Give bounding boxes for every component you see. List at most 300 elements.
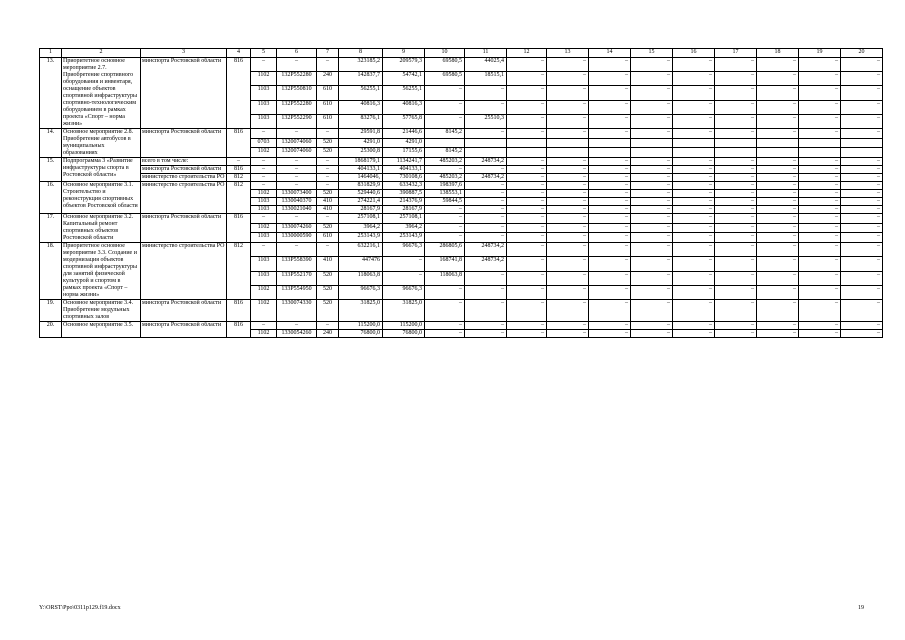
value-cell [507, 138, 547, 148]
value-cell: – [799, 129, 841, 139]
value-cell: 410 [317, 198, 339, 206]
value-cell: 1103 [251, 206, 277, 214]
value-cell: – [757, 114, 799, 128]
value-cell: 1330054260 [277, 330, 317, 338]
value-cell: 520 [317, 138, 339, 148]
value-cell: – [631, 285, 673, 299]
value-cell: – [465, 271, 507, 285]
value-cell [799, 148, 841, 158]
value-cell [715, 148, 757, 158]
value-cell: 76800,0 [339, 330, 383, 338]
value-cell [715, 138, 757, 148]
value-cell: – [507, 243, 547, 257]
executor: министерство строительства РО [141, 182, 227, 214]
value-cell: 25300,8 [339, 148, 383, 158]
value-cell: – [465, 198, 507, 206]
value-cell: – [589, 257, 631, 271]
value-cell: – [757, 223, 799, 233]
value-cell: – [841, 182, 883, 190]
value-cell: – [841, 174, 883, 182]
value-cell: – [547, 300, 589, 322]
value-cell: – [631, 300, 673, 322]
value-cell: – [673, 330, 715, 338]
value-cell: – [841, 243, 883, 257]
value-cell: 404133,1 [339, 166, 383, 174]
value-cell: – [507, 86, 547, 100]
value-cell: – [715, 257, 757, 271]
activity-name: Основное мероприятие 3.4. Приобретение модульных спортивных залов [62, 300, 141, 322]
value-cell: – [631, 223, 673, 233]
value-cell: 132P552290 [277, 114, 317, 128]
table-row [40, 322, 883, 330]
value-cell: 0703 [251, 138, 277, 148]
value-cell: 1330073400 [277, 190, 317, 198]
value-cell: – [383, 271, 425, 285]
value-cell: – [589, 166, 631, 174]
value-cell: 1320074060 [277, 148, 317, 158]
value-cell: 1330021040 [277, 206, 317, 214]
value-cell: – [317, 129, 339, 139]
value-cell: 133P554950 [277, 285, 317, 299]
value-cell: – [547, 271, 589, 285]
document-path: Y:\ORST\Ppo\0311p129.f19.docx [39, 605, 121, 611]
value-cell: – [589, 330, 631, 338]
grbs-code: 816 [227, 300, 251, 322]
value-cell: 610 [317, 86, 339, 100]
column-header: 14 [589, 49, 631, 58]
grbs-code: 812 [227, 182, 251, 214]
value-cell: – [589, 182, 631, 190]
value-cell: – [715, 100, 757, 114]
value-cell: – [631, 58, 673, 72]
value-cell: 1330074330 [277, 300, 317, 322]
value-cell: – [465, 129, 507, 139]
value-cell: – [799, 322, 841, 330]
value-cell: – [757, 158, 799, 166]
column-header: 15 [631, 49, 673, 58]
value-cell: – [799, 158, 841, 166]
value-cell: – [589, 129, 631, 139]
activity-name: Основное мероприятие 3.2. Капитальный ремонт спортивных объектов Ростовской области [62, 214, 141, 243]
value-cell: – [799, 190, 841, 198]
value-cell: – [799, 233, 841, 243]
value-cell: – [547, 166, 589, 174]
value-cell: – [317, 174, 339, 182]
value-cell: – [673, 86, 715, 100]
value-cell: – [547, 114, 589, 128]
value-cell: 69580,5 [425, 58, 465, 72]
value-cell: – [799, 300, 841, 322]
value-cell: – [715, 190, 757, 198]
value-cell: – [673, 182, 715, 190]
value-cell: – [277, 182, 317, 190]
value-cell: – [841, 190, 883, 198]
value-cell: – [757, 166, 799, 174]
value-cell: – [757, 300, 799, 322]
value-cell: – [799, 182, 841, 190]
value-cell: 1868179,1 [339, 158, 383, 166]
value-cell: 1102 [251, 190, 277, 198]
column-header: 20 [841, 49, 883, 58]
executor: минспорта Ростовской области [141, 300, 227, 322]
value-cell [757, 138, 799, 148]
value-cell: 390887,5 [383, 190, 425, 198]
column-header: 6 [277, 49, 317, 58]
value-cell: – [425, 223, 465, 233]
value-cell: – [841, 206, 883, 214]
value-cell: – [589, 158, 631, 166]
value-cell: – [841, 72, 883, 86]
value-cell: – [465, 206, 507, 214]
value-cell [465, 138, 507, 148]
value-cell: – [425, 322, 465, 330]
value-cell: – [425, 166, 465, 174]
value-cell: 410 [317, 206, 339, 214]
value-cell: – [715, 198, 757, 206]
value-cell: 253143,9 [339, 233, 383, 243]
value-cell: – [673, 174, 715, 182]
table-row [40, 300, 883, 322]
value-cell: – [425, 206, 465, 214]
column-header: 13 [547, 49, 589, 58]
value-cell: – [715, 206, 757, 214]
value-cell: 520 [317, 148, 339, 158]
value-cell: – [507, 100, 547, 114]
value-cell [757, 148, 799, 158]
value-cell: – [589, 285, 631, 299]
column-header: 3 [141, 49, 227, 58]
value-cell: 198397,6 [425, 182, 465, 190]
column-header: 9 [383, 49, 425, 58]
value-cell: 632216,1 [339, 243, 383, 257]
value-cell: 404133,1 [383, 166, 425, 174]
value-cell: 1103 [251, 198, 277, 206]
value-cell: – [799, 285, 841, 299]
value-cell: – [757, 174, 799, 182]
value-cell: – [589, 58, 631, 72]
value-cell: 248734,2 [465, 243, 507, 257]
value-cell: – [425, 214, 465, 224]
value-cell: – [589, 243, 631, 257]
value-cell: – [841, 86, 883, 100]
value-cell: – [799, 223, 841, 233]
value-cell: – [547, 198, 589, 206]
value-cell: – [757, 182, 799, 190]
value-cell: – [799, 206, 841, 214]
value-cell: – [547, 100, 589, 114]
value-cell: 8145,2 [425, 129, 465, 139]
value-cell: – [589, 271, 631, 285]
value-cell: 138553,1 [425, 190, 465, 198]
value-cell: – [251, 166, 277, 174]
value-cell: – [841, 285, 883, 299]
value-cell: – [673, 72, 715, 86]
table-row [40, 158, 883, 166]
value-cell: – [507, 223, 547, 233]
column-header: 10 [425, 49, 465, 58]
value-cell: 18515,1 [465, 72, 507, 86]
value-cell: – [757, 100, 799, 114]
value-cell: – [715, 58, 757, 72]
value-cell: – [757, 233, 799, 243]
value-cell: – [631, 72, 673, 86]
value-cell: – [465, 223, 507, 233]
value-cell: – [757, 322, 799, 330]
value-cell: 29591,8 [339, 129, 383, 139]
value-cell: – [251, 174, 277, 182]
table-subrow [40, 174, 883, 182]
value-cell: – [799, 243, 841, 257]
value-cell: 257108,1 [339, 214, 383, 224]
value-cell: – [507, 285, 547, 299]
value-cell [631, 138, 673, 148]
value-cell: 730108,6 [383, 174, 425, 182]
value-cell: – [799, 198, 841, 206]
value-cell [673, 138, 715, 148]
value-cell: – [757, 58, 799, 72]
value-cell: – [715, 322, 757, 330]
value-cell: – [589, 322, 631, 330]
value-cell: – [547, 322, 589, 330]
value-cell: – [547, 182, 589, 190]
value-cell: – [507, 257, 547, 271]
value-cell: – [841, 214, 883, 224]
value-cell: – [715, 300, 757, 322]
value-cell: 447476 [339, 257, 383, 271]
column-header: 19 [799, 49, 841, 58]
grbs-code: 812 [227, 174, 251, 182]
value-cell: – [631, 100, 673, 114]
value-cell: – [841, 233, 883, 243]
value-cell: 520 [317, 271, 339, 285]
value-cell: – [547, 72, 589, 86]
value-cell: – [631, 190, 673, 198]
value-cell [547, 148, 589, 158]
value-cell: – [715, 223, 757, 233]
value-cell [841, 148, 883, 158]
value-cell: – [465, 214, 507, 224]
value-cell: – [757, 243, 799, 257]
executor: минспорта Ростовской области [141, 322, 227, 338]
row-number: 14. [40, 129, 62, 158]
value-cell: – [589, 214, 631, 224]
value-cell: – [465, 300, 507, 322]
table-row [40, 243, 883, 257]
grbs-code: 816 [227, 322, 251, 338]
value-cell: – [589, 223, 631, 233]
value-cell: – [715, 166, 757, 174]
value-cell: 520 [317, 285, 339, 299]
value-cell: 248734,2 [465, 158, 507, 166]
column-header: 2 [62, 49, 141, 58]
value-cell: 248734,2 [465, 174, 507, 182]
value-cell: – [631, 182, 673, 190]
grbs-code: – [227, 158, 251, 166]
value-cell: – [547, 158, 589, 166]
value-cell: 257108,1 [383, 214, 425, 224]
value-cell: – [507, 158, 547, 166]
value-cell: 118063,8 [425, 271, 465, 285]
value-cell: – [673, 223, 715, 233]
value-cell: 410 [317, 257, 339, 271]
value-cell: 133P558390 [277, 257, 317, 271]
page-number: 19 [858, 605, 864, 611]
value-cell: 4291,0 [383, 138, 425, 148]
value-cell: – [547, 233, 589, 243]
value-cell: – [631, 114, 673, 128]
value-cell: – [547, 214, 589, 224]
value-cell: – [507, 330, 547, 338]
grbs-code: 816 [227, 214, 251, 243]
value-cell: – [631, 214, 673, 224]
value-cell: 1330040370 [277, 198, 317, 206]
value-cell: 253143,9 [383, 233, 425, 243]
value-cell: – [673, 322, 715, 330]
value-cell: 1103 [251, 114, 277, 128]
value-cell: – [757, 257, 799, 271]
value-cell: – [673, 214, 715, 224]
value-cell: – [673, 58, 715, 72]
value-cell: – [465, 285, 507, 299]
value-cell: – [673, 129, 715, 139]
value-cell: – [507, 190, 547, 198]
value-cell: – [547, 330, 589, 338]
column-number-row [40, 49, 883, 58]
value-cell: 485203,2 [425, 174, 465, 182]
column-header: 4 [227, 49, 251, 58]
value-cell: 56255,1 [383, 86, 425, 100]
value-cell: – [317, 158, 339, 166]
value-cell: – [589, 72, 631, 86]
value-cell: 40816,3 [339, 100, 383, 114]
activity-name: Основное мероприятие 3.1. Строительство и реконструкция спортивных объектов Ростовской области [62, 182, 141, 214]
value-cell: – [673, 114, 715, 128]
value-cell: – [589, 300, 631, 322]
value-cell: – [251, 129, 277, 139]
row-number: 15. [40, 158, 62, 182]
value-cell: – [317, 182, 339, 190]
value-cell: 76800,0 [383, 330, 425, 338]
executor: минспорта Ростовской области [141, 58, 227, 129]
value-cell: – [673, 190, 715, 198]
value-cell: 132P550810 [277, 86, 317, 100]
value-cell: – [465, 233, 507, 243]
column-header: 17 [715, 49, 757, 58]
value-cell: 40816,3 [383, 100, 425, 114]
value-cell: 240 [317, 72, 339, 86]
value-cell: – [841, 100, 883, 114]
value-cell: – [799, 330, 841, 338]
value-cell: – [673, 198, 715, 206]
value-cell: – [465, 330, 507, 338]
value-cell: – [547, 223, 589, 233]
value-cell: 3964,2 [383, 223, 425, 233]
value-cell: – [317, 322, 339, 330]
value-cell: – [841, 158, 883, 166]
value-cell: 1102 [251, 148, 277, 158]
value-cell: – [799, 114, 841, 128]
column-header: 7 [317, 49, 339, 58]
value-cell: – [757, 86, 799, 100]
column-header: 18 [757, 49, 799, 58]
column-header: 16 [673, 49, 715, 58]
executor: минспорта Ростовской области [141, 214, 227, 243]
value-cell: 1330000590 [277, 233, 317, 243]
value-cell: – [317, 58, 339, 72]
value-cell: 96676,3 [383, 243, 425, 257]
value-cell: – [631, 243, 673, 257]
value-cell: 286805,6 [425, 243, 465, 257]
value-cell: – [799, 72, 841, 86]
value-cell: – [715, 129, 757, 139]
value-cell: – [673, 166, 715, 174]
value-cell: 1103 [251, 271, 277, 285]
executor: министерство строительства РО [142, 174, 225, 180]
value-cell: – [631, 129, 673, 139]
value-cell: – [547, 174, 589, 182]
value-cell: – [799, 166, 841, 174]
value-cell: – [715, 86, 757, 100]
value-cell: – [507, 198, 547, 206]
value-cell: – [757, 198, 799, 206]
value-cell: 240 [317, 330, 339, 338]
value-cell: 168741,8 [425, 257, 465, 271]
value-cell: – [631, 271, 673, 285]
value-cell: – [507, 182, 547, 190]
value-cell: 31825,0 [383, 300, 425, 322]
value-cell: – [277, 243, 317, 257]
column-header: 12 [507, 49, 547, 58]
value-cell: – [317, 214, 339, 224]
value-cell: – [799, 100, 841, 114]
value-cell: 485203,2 [425, 158, 465, 166]
value-cell: 1103 [251, 86, 277, 100]
value-cell [507, 148, 547, 158]
value-cell: – [841, 322, 883, 330]
value-cell: – [799, 271, 841, 285]
value-cell [673, 148, 715, 158]
value-cell: 1102 [251, 72, 277, 86]
column-header: 5 [251, 49, 277, 58]
value-cell: – [673, 271, 715, 285]
value-cell: – [251, 243, 277, 257]
value-cell: 520 [317, 223, 339, 233]
value-cell: 28167,9 [339, 206, 383, 214]
value-cell: – [507, 300, 547, 322]
value-cell: – [799, 257, 841, 271]
value-cell: – [589, 86, 631, 100]
value-cell: 17155,6 [383, 148, 425, 158]
value-cell: 1102 [251, 223, 277, 233]
value-cell: – [715, 285, 757, 299]
value-cell: – [673, 158, 715, 166]
column-header: 1 [40, 49, 62, 58]
value-cell: – [757, 72, 799, 86]
value-cell: – [631, 158, 673, 166]
value-cell: – [277, 129, 317, 139]
value-cell: – [251, 214, 277, 224]
table-subrow [40, 166, 883, 174]
value-cell: 323185,2 [339, 58, 383, 72]
value-cell: – [277, 166, 317, 174]
value-cell: – [507, 233, 547, 243]
value-cell: – [631, 257, 673, 271]
value-cell: 209579,3 [383, 58, 425, 72]
column-header: 11 [465, 49, 507, 58]
value-cell: – [631, 166, 673, 174]
value-cell: – [251, 158, 277, 166]
value-cell: 520 [317, 300, 339, 322]
